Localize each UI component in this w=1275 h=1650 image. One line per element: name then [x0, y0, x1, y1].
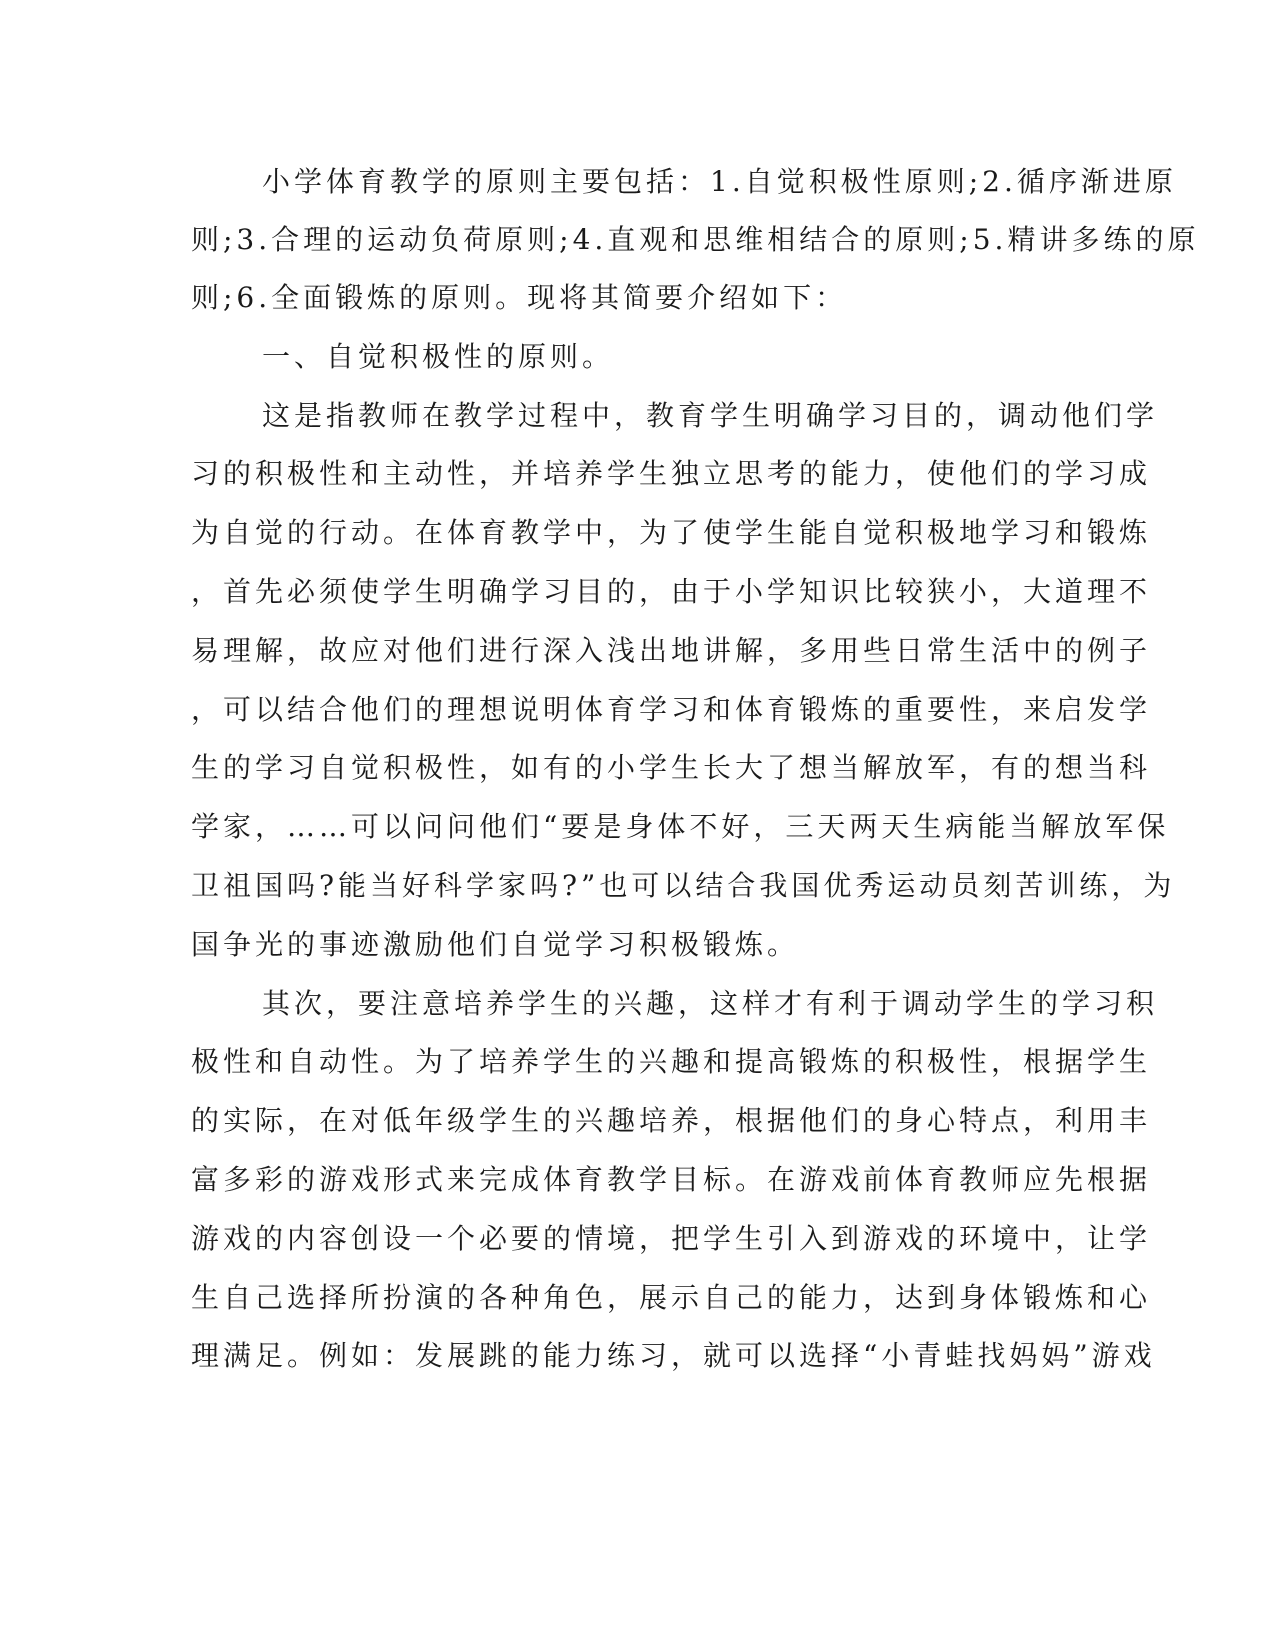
- paragraph-line: ，首先必须使学生明确学习目的，由于小学知识比较狭小，大道理不: [191, 575, 1152, 608]
- paragraph-line: 其次，要注意培养学生的兴趣，这样才有利于调动学生的学习积: [262, 987, 1159, 1020]
- paragraph-line: 学家，……可以问问他们“要是身体不好，三天两天生病能当解放军保: [191, 810, 1170, 843]
- paragraph-line: 理满足。例如：发展跳的能力练习，就可以选择“小青蛙找妈妈”游戏: [191, 1339, 1156, 1372]
- paragraph-line: 习的积极性和主动性，并培养学生独立思考的能力，使他们的学习成: [191, 457, 1152, 490]
- paragraph-line: 极性和自动性。为了培养学生的兴趣和提高锻炼的积极性，根据学生: [191, 1045, 1152, 1078]
- paragraph-line: 的实际，在对低年级学生的兴趣培养，根据他们的身心特点，利用丰: [191, 1104, 1152, 1137]
- paragraph-line: 为自觉的行动。在体育教学中，为了使学生能自觉积极地学习和锻炼: [191, 516, 1152, 549]
- paragraph-line: 易理解，故应对他们进行深入浅出地讲解，多用些日常生活中的例子: [191, 634, 1152, 667]
- paragraph-line: ，可以结合他们的理想说明体育学习和体育锻炼的重要性，来启发学: [191, 693, 1152, 726]
- paragraph-line: 国争光的事迹激励他们自觉学习积极锻炼。: [191, 928, 800, 961]
- paragraph-line: 富多彩的游戏形式来完成体育教学目标。在游戏前体育教师应先根据: [191, 1163, 1152, 1196]
- paragraph-line: 卫祖国吗?能当好科学家吗?”也可以结合我国优秀运动员刻苦训练，为: [191, 869, 1176, 902]
- paragraph-line: 小学体育教学的原则主要包括：1.自觉积极性原则;2.循序渐进原: [262, 165, 1177, 198]
- paragraph-line: 则;3.合理的运动负荷原则;4.直观和思维相结合的原则;5.精讲多练的原: [191, 223, 1200, 256]
- paragraph-line: 游戏的内容创设一个必要的情境，把学生引入到游戏的环境中，让学: [191, 1222, 1152, 1255]
- section-heading: 一、自觉积极性的原则。: [262, 340, 615, 373]
- paragraph-line: 生自己选择所扮演的各种角色，展示自己的能力，达到身体锻炼和心: [191, 1281, 1152, 1314]
- paragraph-line: 这是指教师在教学过程中，教育学生明确学习目的，调动他们学: [262, 399, 1159, 432]
- paragraph-line: 则;6.全面锻炼的原则。现将其简要介绍如下：: [191, 281, 848, 314]
- paragraph-line: 生的学习自觉积极性，如有的小学生长大了想当解放军，有的想当科: [191, 751, 1152, 784]
